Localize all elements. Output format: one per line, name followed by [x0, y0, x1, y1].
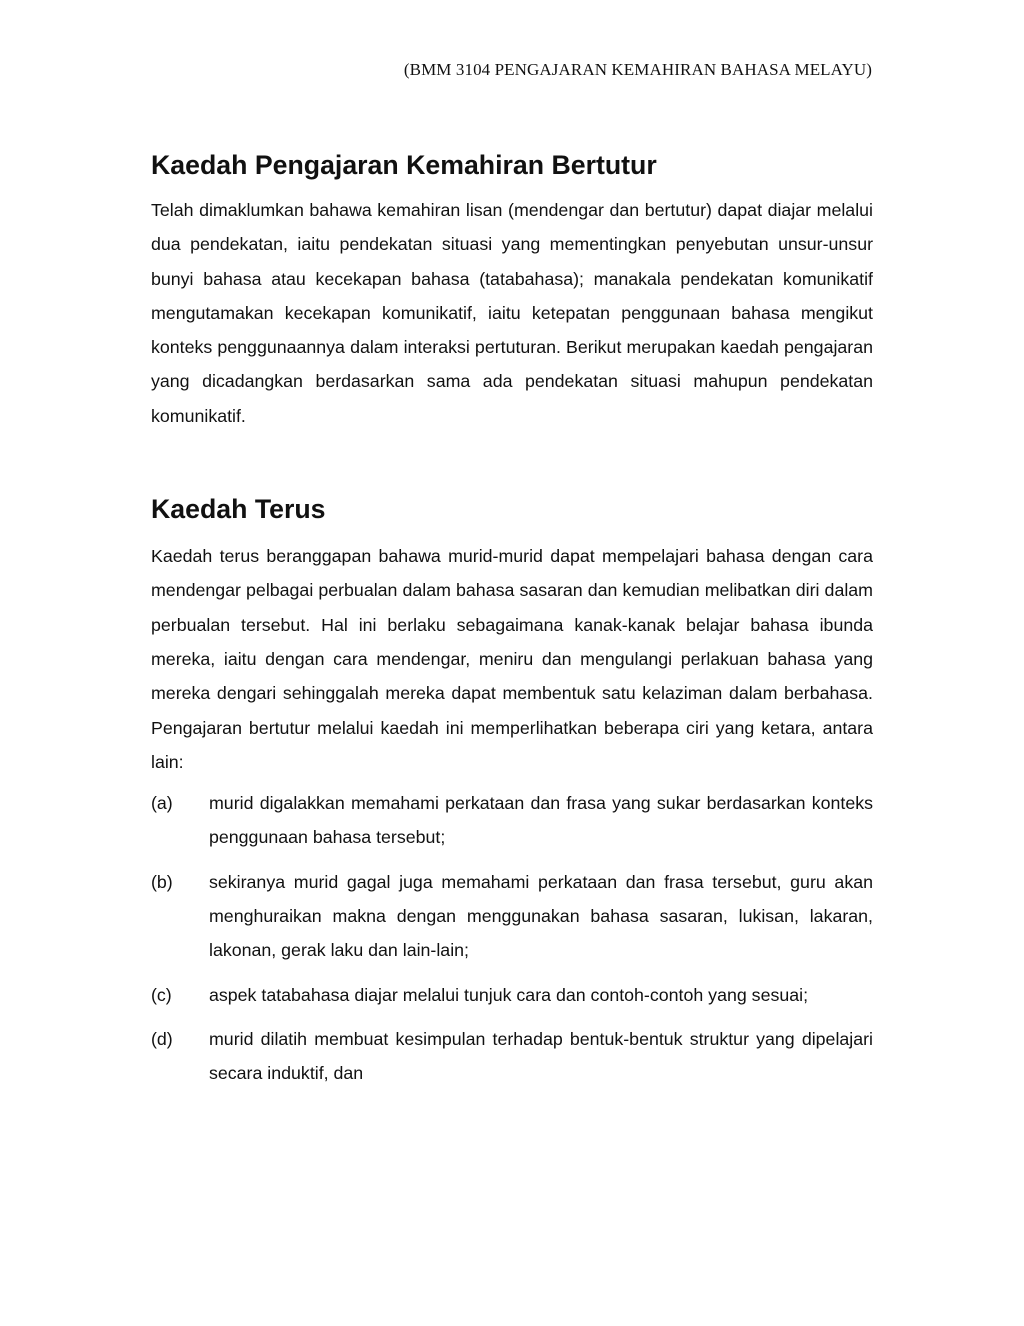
section-heading-kaedah-pengajaran: Kaedah Pengajaran Kemahiran Bertutur — [151, 150, 657, 180]
list-item — [151, 786, 873, 855]
list-item-label: (d) — [151, 1028, 173, 1049]
feature-list — [151, 786, 873, 1090]
list-item-text: murid dilatih membuat kesimpulan terhadap bentuk-bentuk struktur yang dipelajari secara induktif, dan — [209, 1028, 873, 1084]
section-paragraph-intro: Telah dimaklumkan bahawa kemahiran lisan (mendengar dan bertutur) dapat diajar melalui dua pendekatan, iaitu pendekatan situasi yang mementingkan penyebutan unsur-unsur bunyi bahasa atau kecekapan bahasa (tatabahasa); manakala pendekatan komunikatif mengutamakan kecekapan komunikatif, iaitu ketepatan penggunaan bahasa mengikut konteks penggunaannya dalam interaksi pertuturan. Berikut merupakan kaedah pengajaran yang dicadangkan berdasarkan sama ada pendekatan situasi mahupun pendekatan komunikatif. — [151, 200, 873, 426]
list-item — [151, 978, 873, 1012]
list-item-text: aspek tatabahasa diajar melalui tunjuk cara dan contoh-contoh yang sesuai; — [209, 984, 809, 1005]
list-item-label: (a) — [151, 793, 173, 814]
list-item-text: sekiranya murid gagal juga memahami perkataan dan frasa tersebut, guru akan menghuraikan makna dengan menggunakan bahasa sasaran, lukisan, lakaran, lakonan, gerak laku dan lain-lain; — [209, 871, 873, 961]
list-item-label: (c) — [151, 984, 172, 1005]
list-item-label: (b) — [151, 871, 173, 892]
document-body — [151, 150, 873, 1091]
list-item — [151, 1022, 873, 1091]
section-paragraph-kaedah-terus: Kaedah terus beranggapan bahawa murid-murid dapat mempelajari bahasa dengan cara mendengar pelbagai perbualan dalam bahasa sasaran dan kemudian melibatkan diri dalam perbualan tersebut. Hal ini berlaku sebagaimana kanak-kanak belajar bahasa ibunda mereka, iaitu dengan cara mendengar, meniru dan mengulangi perlakuan bahasa yang mereka dengari sehinggalah mereka dapat membentuk satu kelaziman dalam berbahasa. Pengajaran bertutur melalui kaedah ini memperlihatkan beberapa ciri yang ketara, antara lain: — [151, 546, 873, 772]
list-item — [151, 865, 873, 968]
section-heading-kaedah-terus: Kaedah Terus — [151, 494, 326, 525]
running-header: (BMM 3104 PENGAJARAN KEMAHIRAN BAHASA MELAYU) — [403, 60, 872, 79]
list-item-text: murid digalakkan memahami perkataan dan frasa yang sukar berdasarkan konteks penggunaan bahasa tersebut; — [209, 793, 873, 848]
